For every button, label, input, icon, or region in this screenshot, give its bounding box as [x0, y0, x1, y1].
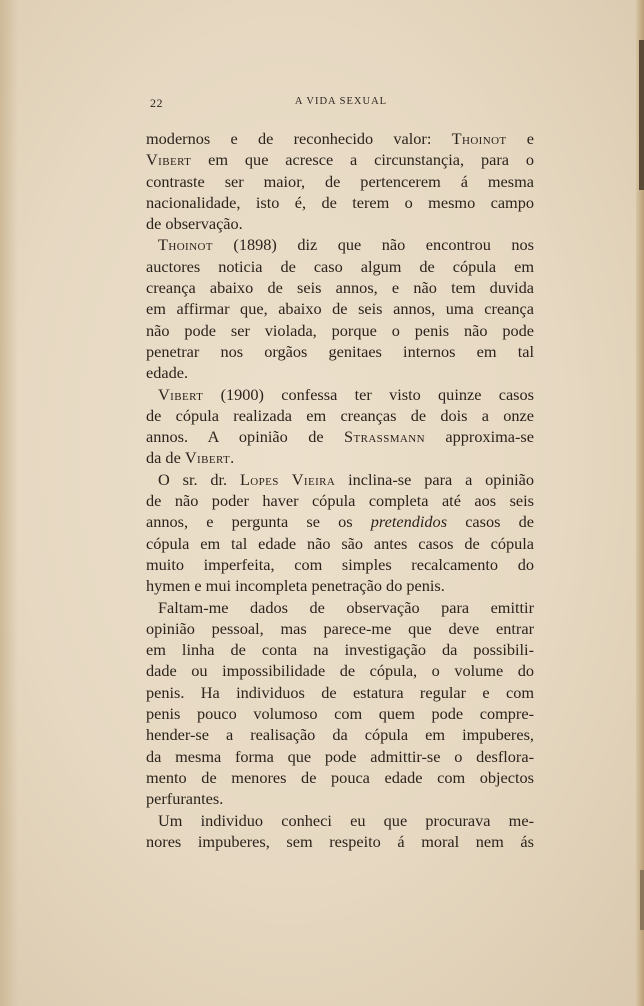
text-line [146, 426, 534, 447]
text-line [146, 660, 534, 681]
running-head: A VIDA SEXUAL [294, 96, 388, 107]
text-run: auctores noticia de caso algum de cópula em [146, 256, 534, 276]
text-run: penetrar nos orgãos genitaes internos em tal [146, 341, 534, 361]
text-run: Um individuo conheci eu que procurava me- [158, 810, 534, 830]
text-line [146, 320, 534, 341]
text-line [146, 128, 534, 149]
text-run: nores impuberes, sem respeito á moral nem ás [146, 831, 534, 851]
text-run: opinião pessoal, mas parece-me que deve entrar [146, 618, 534, 638]
text-line [146, 213, 534, 234]
text-line [146, 490, 534, 511]
text-run: em que acresce a circunstançia, para o [191, 150, 534, 170]
text-run: inclina-se para a opinião [335, 469, 534, 489]
text-line [146, 746, 534, 767]
text-run: hymen e mui incompleta penetração do penis. [146, 576, 445, 596]
text-run: cópula em tal edade não são antes casos de cópula [146, 533, 534, 553]
page-number: 22 [150, 96, 163, 110]
emphasis-text: pretendidos [370, 512, 448, 532]
text-line [146, 767, 534, 788]
text-line [146, 234, 534, 255]
text-run: (1898) diz que não encontrou nos [212, 235, 534, 255]
text-run: dade ou impossibilidade de cópula, o volume do [146, 661, 534, 681]
author-name: Thoinot [158, 235, 213, 255]
text-run: de cópula realizada em creanças de dois a onze [146, 405, 534, 425]
text-line [146, 788, 534, 809]
text-line [146, 298, 534, 319]
page-header [150, 96, 532, 114]
text-line [146, 639, 534, 660]
text-line [146, 405, 534, 426]
text-line [146, 831, 534, 852]
text-run: . [230, 448, 235, 468]
text-run: em affirmar que, abaixo de seis annos, uma creança [146, 299, 534, 319]
text-line [146, 618, 534, 639]
text-run: penis. Ha individuos de estatura regular e com [146, 682, 534, 702]
text-line [146, 575, 534, 596]
text-line [146, 447, 534, 468]
text-line [146, 384, 534, 405]
body-text [146, 128, 534, 852]
text-line [146, 511, 534, 532]
page-edge-mark [640, 870, 644, 930]
text-run: annos. A opinião de [146, 427, 345, 447]
text-run: approxima-se [424, 427, 534, 447]
author-name: Vibert [184, 448, 231, 468]
text-run: casos de [447, 512, 534, 532]
text-run: penis pouco volumoso com quem pode compre- [146, 704, 534, 724]
text-run: annos, e pergunta se os [146, 512, 371, 532]
author-name: Thoinot [451, 129, 507, 148]
author-name: Vibert [146, 150, 192, 170]
text-line [146, 149, 534, 170]
text-run: hender-se a realisação da cópula em impuberes, [146, 725, 534, 745]
text-run: não pode ser violada, porque o penis não pode [146, 320, 534, 340]
text-run: da mesma forma que pode admittir-se o desflora- [146, 746, 534, 766]
text-line [146, 810, 534, 831]
text-run: nacionalidade, isto é, de terem o mesmo campo [146, 192, 534, 212]
text-line [146, 724, 534, 745]
text-line [146, 171, 534, 192]
text-line [146, 277, 534, 298]
text-run: edade. [146, 363, 189, 383]
author-name: Vibert [158, 384, 204, 404]
text-run: (1900) confessa ter visto quinze casos [203, 384, 534, 404]
text-run: O sr. dr. [158, 469, 240, 489]
text-line [146, 192, 534, 213]
text-line [146, 362, 534, 383]
text-run: de não poder haver cópula completa até aos seis [146, 491, 534, 511]
author-name: Lopes Vieira [239, 469, 336, 489]
text-run: muito imperfeita, com simples recalcamento do [146, 554, 534, 574]
text-run: de observação. [146, 214, 243, 234]
text-line [146, 703, 534, 724]
author-name: Strassmann [344, 427, 425, 447]
text-run: contraste ser maior, de pertencerem á mesma [146, 171, 534, 191]
text-line [146, 341, 534, 362]
text-run: em linha de conta na investigação da possibili- [146, 640, 534, 660]
text-line [146, 256, 534, 277]
text-run: perfurantes. [146, 789, 224, 809]
text-run: e [506, 129, 535, 148]
text-run: creança abaixo de seis annos, e não tem duvida [146, 278, 534, 298]
text-run: modernos e de reconhecido valor: [146, 129, 452, 148]
text-run: da de [146, 448, 185, 468]
text-line [146, 597, 534, 618]
page-edge-mark [639, 40, 644, 190]
text-line [146, 554, 534, 575]
text-run: mento de menores de pouca edade com objectos [146, 767, 534, 787]
text-line [146, 533, 534, 554]
text-line [146, 682, 534, 703]
text-run: Faltam-me dados de observação para emittir [158, 597, 534, 617]
text-line [146, 469, 534, 490]
